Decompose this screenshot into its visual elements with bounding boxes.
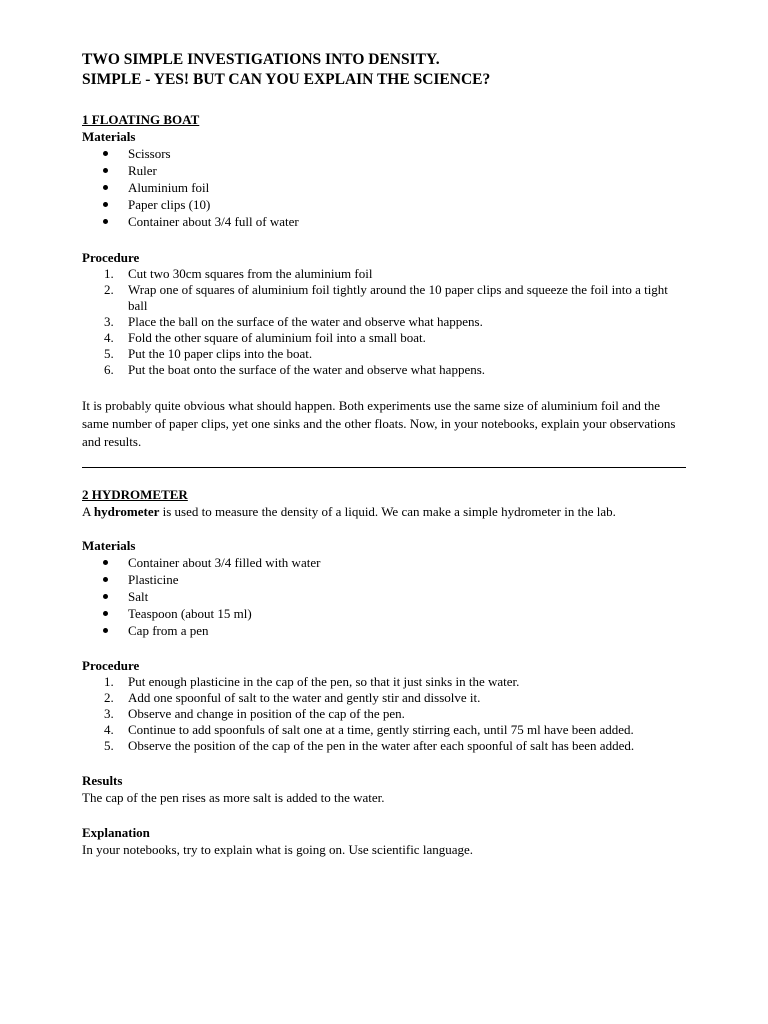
bullet-icon [103,594,108,599]
step-number: 4. [104,330,114,345]
section-2-materials-label: Materials [82,538,136,553]
procedure-step [82,690,688,706]
step-number: 3. [104,706,114,721]
step-text: Put the 10 paper clips into the boat. [128,346,313,361]
bullet-icon [103,628,108,633]
list-item-text: Ruler [128,163,157,178]
section-2-procedure-list [82,674,688,754]
bullet-icon [103,560,108,565]
list-item [82,554,688,571]
step-number: 2. [104,690,114,705]
procedure-step [82,722,688,738]
step-number: 6. [104,362,114,377]
document-title-line-2: SIMPLE - YES! BUT CAN YOU EXPLAIN THE SCIENCE? [82,71,491,88]
step-text: Fold the other square of aluminium foil into a small boat. [128,330,426,345]
section-divider [82,467,686,468]
list-item-text: Aluminium foil [128,180,210,195]
section-2-heading: 2 HYDROMETER [82,487,188,502]
section-1-materials-label: Materials [82,129,136,144]
list-item-text: Container about 3/4 filled with water [128,555,321,570]
results-text: The cap of the pen rises as more salt is added to the water. [82,790,385,805]
list-item [82,588,688,605]
intro-prefix: A [82,504,94,519]
step-text: Continue to add spoonfuls of salt one at a time, gently stirring each, until 75 ml have been added. [128,722,634,737]
list-item [82,605,688,622]
list-item-text: Paper clips (10) [128,197,211,212]
list-item [82,145,688,162]
section-2-materials-list [82,554,688,639]
bullet-icon [103,168,108,173]
section-1-procedure-list [82,266,688,378]
bullet-icon [103,151,108,156]
list-item [82,162,688,179]
step-number: 2. [104,282,114,297]
intro-suffix: is used to measure the density of a liquid. We can make a simple hydrometer in the lab. [159,504,616,519]
step-number: 4. [104,722,114,737]
list-item-text: Teaspoon (about 15 ml) [128,606,252,621]
section-2-intro [82,503,688,520]
step-text: Cut two 30cm squares from the aluminium foil [128,266,373,281]
section-2-procedure-label: Procedure [82,658,140,673]
procedure-step [82,266,688,282]
step-text: Observe and change in position of the cap of the pen. [128,706,405,721]
document-title-line-1: TWO SIMPLE INVESTIGATIONS INTO DENSITY. [82,51,440,68]
step-number: 5. [104,346,114,361]
intro-term: hydrometer [93,504,160,519]
step-text: Add one spoonful of salt to the water and gently stir and dissolve it. [128,690,481,705]
explanation-label: Explanation [82,825,150,840]
list-item [82,196,688,213]
list-item [82,179,688,196]
list-item-text: Plasticine [128,572,179,587]
list-item [82,213,688,230]
step-text: Put enough plasticine in the cap of the pen, so that it just sinks in the water. [128,674,520,689]
section-1-procedure-label: Procedure [82,250,140,265]
section-1-heading: 1 FLOATING BOAT [82,112,200,127]
step-text: Put the boat onto the surface of the water and observe what happens. [128,362,486,377]
procedure-step [82,282,688,314]
list-item-text: Container about 3/4 full of water [128,214,299,229]
procedure-step [82,330,688,346]
bullet-icon [103,202,108,207]
explanation-text: In your notebooks, try to explain what is going on. Use scientific language. [82,842,474,857]
procedure-step [82,738,688,754]
procedure-step [82,674,688,690]
step-number: 1. [104,266,114,281]
list-item-text: Salt [128,589,149,604]
list-item [82,622,688,639]
procedure-step [82,362,688,378]
section-1-materials-list [82,145,688,230]
section-1-conclusion: It is probably quite obvious what should happen. Both experiments use the same size of aluminium foil and the same number of paper clips, yet one sinks and the other floats. Now, in your notebooks, explain your observations and results. [82,398,676,449]
step-text: Place the ball on the surface of the water and observe what happens. [128,314,483,329]
step-number: 1. [104,674,114,689]
procedure-step [82,346,688,362]
results-label: Results [82,773,123,788]
step-number: 3. [104,314,114,329]
list-item-text: Scissors [128,146,171,161]
step-text: Wrap one of squares of aluminium foil tightly around the 10 paper clips and squeeze the foil into a tight ball [128,282,668,313]
step-number: 5. [104,738,114,753]
list-item-text: Cap from a pen [128,623,209,638]
bullet-icon [103,219,108,224]
procedure-step [82,706,688,722]
bullet-icon [103,185,108,190]
document-content [82,50,688,858]
bullet-icon [103,577,108,582]
step-text: Observe the position of the cap of the pen in the water after each spoonful of salt has been added. [128,738,635,753]
procedure-step [82,314,688,330]
list-item [82,571,688,588]
bullet-icon [103,611,108,616]
